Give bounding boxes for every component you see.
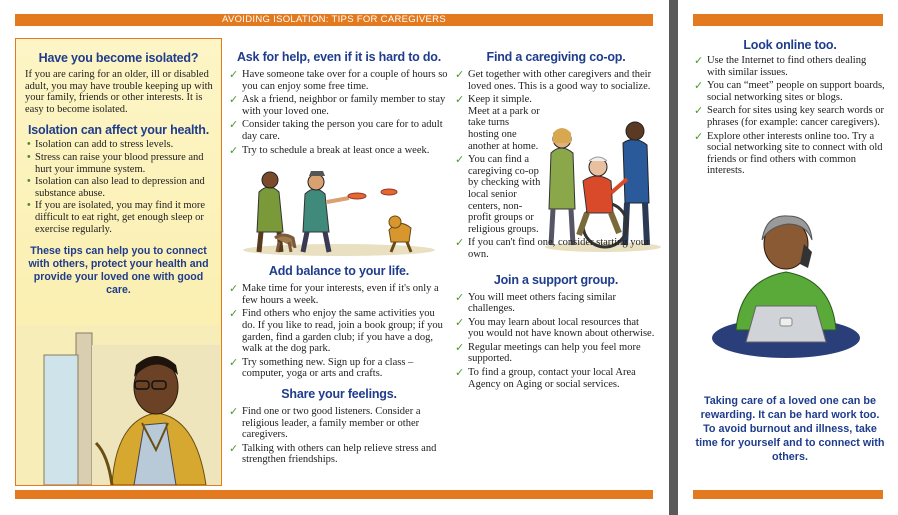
col1-title: Have you become isolated? (38, 51, 199, 65)
column-3 (455, 50, 657, 392)
col3-title-2: Join a support group. (493, 272, 619, 287)
list-item: • Stress can raise your blood pressure and hurt your immune system. (25, 152, 215, 175)
col2-title-1: Ask for help, even if it is hard to do. (236, 50, 442, 64)
right-page (678, 0, 898, 515)
list-item: ✓ Keep it simple. Meet at a park or take turns hosting one another at home. (455, 94, 542, 152)
col2-title-2: Add balance to your life. (268, 264, 410, 279)
list-item: ✓ You will meet others facing similar challenges. (455, 292, 657, 315)
list-item: ✓ Search for sites using key search words or phrases (for example: cancer caregivers). (694, 105, 886, 128)
list-item: ✓ Make time for your interests, even if it's only a few hours a week. (229, 283, 449, 306)
banner: AVOIDING ISOLATION: TIPS FOR CAREGIVERS (15, 14, 653, 26)
list-item: ✓ You can find a caregiving co-op by checking with local senior centers, non-profit groups or religious groups. (455, 154, 542, 235)
col2-list-3 (229, 406, 449, 466)
col1-subtitle: Isolation can affect your health. (28, 123, 209, 138)
man-at-window-illustration (16, 325, 220, 485)
bottom-divider (15, 490, 653, 499)
top-divider (693, 14, 883, 26)
list-item: ✓ You can “meet” people on support boards, social networking sites or blogs. (694, 80, 886, 103)
list-item: ✓ Get together with other caregivers and their loved ones. This is a good way to socialize. (455, 69, 657, 92)
list-item: ✓ Talking with others can help relieve stress and strengthen friendships. (229, 443, 449, 466)
isolation-panel (15, 38, 222, 486)
right-list (694, 55, 886, 177)
woman-laptop-illustration (706, 210, 866, 360)
list-item: ✓ You may learn about local resources that you would not have known about otherwise. (455, 317, 657, 340)
col3-title-1: Find a caregiving co-op. (486, 50, 626, 64)
list-item: ✓ Try to schedule a break at least once a week. (229, 145, 449, 157)
list-item: • Isolation can add to stress levels. (25, 139, 215, 151)
list-item: ✓ Consider taking the person you care for to adult day care. (229, 119, 449, 142)
list-item: ✓ Find one or two good listeners. Consider a religious leader, a family member or other caregivers. (229, 406, 449, 441)
dog-park-illustration (239, 162, 439, 258)
column-2 (229, 50, 449, 468)
list-item: ✓ Explore other interests online too. Try a social networking site to connect with old friends or find others with common interests. (694, 131, 886, 177)
list-item: ✓ Regular meetings can help you feel more supported. (455, 342, 657, 365)
col2-list-1 (229, 69, 449, 156)
list-item: ✓ To find a group, contact your local Area Agency on Aging or social services. (455, 367, 657, 390)
list-item: • If you are isolated, you may find it more difficult to eat right, get enough sleep or exercise regularly. (25, 200, 215, 235)
right-title: Look online too. (743, 38, 837, 52)
col1-bullets (16, 137, 221, 235)
col1-intro: If you are caring for an older, ill or disabled adult, you may have trouble keeping up with your family, friends or other interests. It is easy to become isolated. (25, 69, 213, 115)
list-item: ✓ Ask a friend, neighbor or family member to stay with your loved one. (229, 94, 449, 117)
coop-section (455, 69, 657, 261)
list-item: ✓ Use the Internet to find others dealing with similar issues. (694, 55, 886, 78)
list-item: ✓ Find others who enjoy the same activities you do. If you like to read, join a book group; if you garden, find a garden club; if you have a dog, walk at the dog park. (229, 308, 449, 354)
list-item: ✓ Have someone take over for a couple of hours so you can enjoy some free time. (229, 69, 449, 92)
col3-list-2 (455, 292, 657, 391)
right-closing: Taking care of a loved one can be rewarding. It can be hard work too. To avoid burnout and illness, take time for yourself and to connect with others. (695, 395, 885, 463)
col1-closing: These tips can help you to connect with others, protect your health and provide your loved one with good care. (28, 245, 209, 297)
online-section (694, 38, 886, 179)
list-item: ✓ Try something new. Sign up for a class – computer, yoga or arts and crafts. (229, 357, 449, 380)
list-item: ✓ If you can't find one, consider starting your own. (455, 237, 657, 260)
col2-title-3: Share your feelings. (281, 386, 397, 401)
list-item: • Isolation can also lead to depression and substance abuse. (25, 176, 215, 199)
col2-list-2 (229, 283, 449, 380)
bottom-divider-right (693, 490, 883, 499)
caregiving-coop-illustration (543, 113, 661, 253)
